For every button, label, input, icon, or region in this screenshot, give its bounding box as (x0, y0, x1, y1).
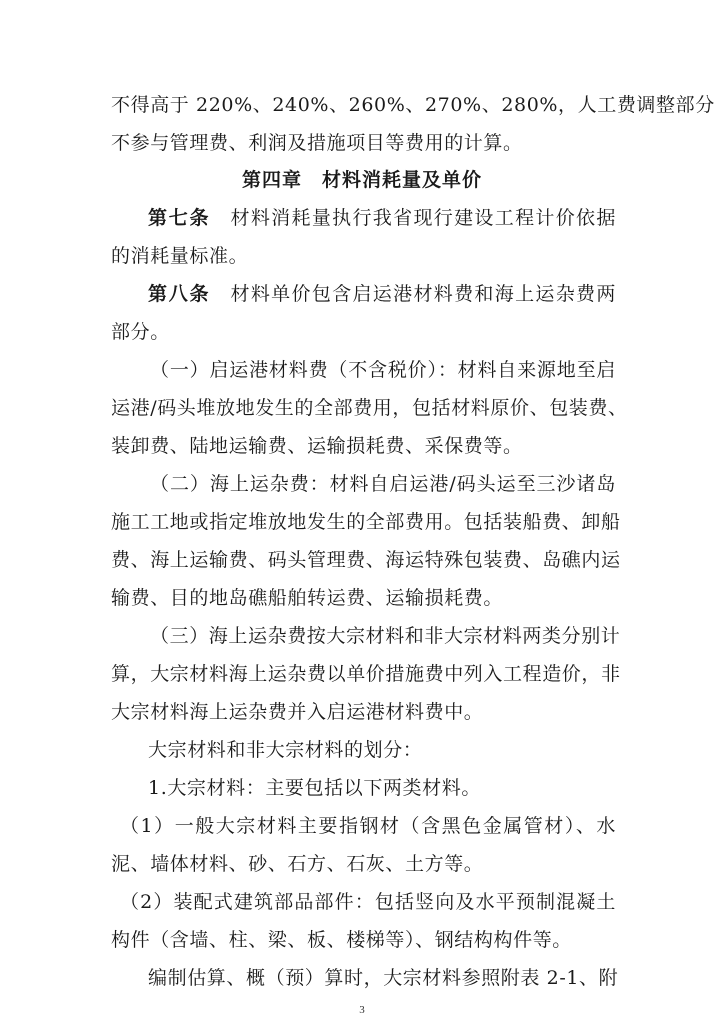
estimate-line: 编制估算、概（预）算时，大宗材料参照附表 2-1、附 (148, 967, 619, 989)
article-7-line-2: 的消耗量标准。 (111, 245, 249, 267)
item-3-line-2: 算，大宗材料海上运杂费以单价措施费中列入工程造价，非 (111, 663, 621, 685)
carryover-line-2: 不参与管理费、利润及措施项目等费用的计算。 (111, 132, 523, 154)
article-7-line-1 (148, 205, 616, 231)
chapter-title: 第四章 材料消耗量及单价 (241, 169, 482, 191)
article-8-line-2: 部分。 (111, 321, 170, 343)
bulk-materials-heading: 1.大宗材料：主要包括以下两类材料。 (148, 777, 481, 799)
carryover-line-1: 不得高于 220%、240%、260%、270%、280%，人工费调整部分 (111, 94, 715, 116)
item-2-line-2: 施工工地或指定堆放地发生的全部费用。包括装船费、卸船 (111, 511, 621, 533)
item-1-line-1: （一）启运港材料费（不含税价）：材料自来源地至启 (150, 359, 616, 381)
article-7-text: 材料消耗量执行我省现行建设工程计价依据 (210, 207, 616, 229)
article-7-label: 第七条 (148, 207, 211, 229)
item-2-line-1: （二）海上运杂费：材料自启运港/码头运至三沙诸岛 (150, 473, 616, 495)
sub-2-line-1: （2）装配式建筑部品部件：包括竖向及水平预制混凝土 (120, 891, 616, 913)
page-number: 3 (359, 1004, 365, 1016)
sub-1-line-1: （1）一般大宗材料主要指钢材（含黑色金属管材）、水 (120, 815, 616, 837)
article-8-label: 第八条 (148, 283, 211, 305)
sub-2-line-2: 构件（含墙、柱、梁、板、楼梯等）、钢结构构件等。 (111, 929, 572, 951)
article-8-line-1 (148, 281, 616, 307)
sub-1-line-2: 泥、墙体材料、砂、石方、石灰、土方等。 (111, 853, 484, 875)
item-3-line-1: （三）海上运杂费按大宗材料和非大宗材料两类分别计 (150, 625, 621, 647)
item-1-line-3: 装卸费、陆地运输费、运输损耗费、采保费等。 (111, 435, 523, 457)
item-1-line-2: 运港/码头堆放地发生的全部费用，包括材料原价、包装费、 (111, 397, 628, 419)
classification-intro: 大宗材料和非大宗材料的划分： (148, 739, 423, 761)
item-3-line-3: 大宗材料海上运杂费并入启运港材料费中。 (111, 701, 484, 723)
item-2-line-4: 输费、目的地岛礁船舶转运费、运输损耗费。 (111, 587, 504, 609)
article-8-text: 材料单价包含启运港材料费和海上运杂费两 (210, 283, 616, 305)
item-2-line-3: 费、海上运输费、码头管理费、海运特殊包装费、岛礁内运 (111, 549, 621, 571)
